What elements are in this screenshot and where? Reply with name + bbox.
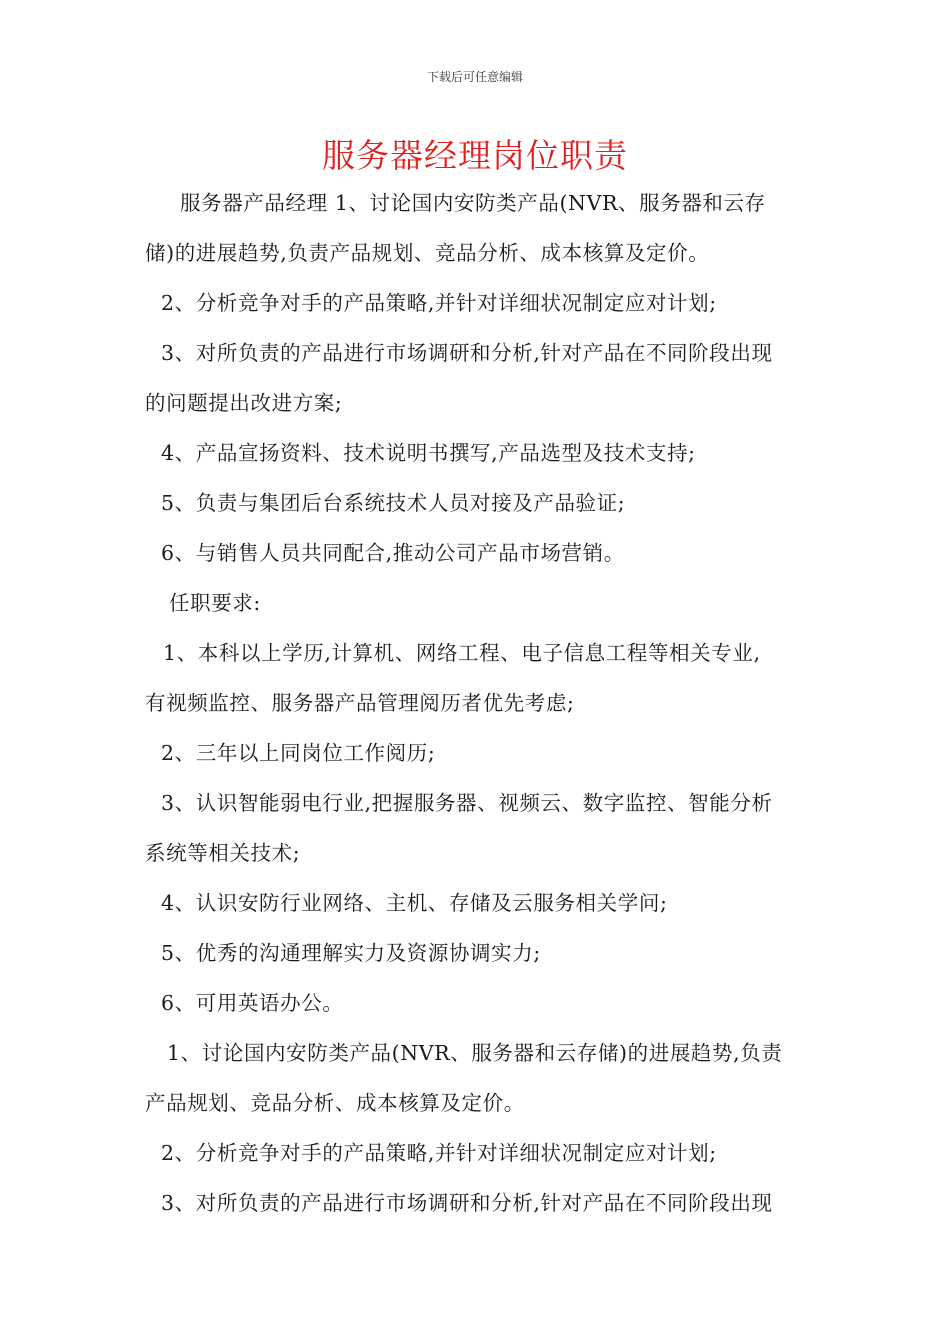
paragraph-line: 2、分析竞争对手的产品策略,并针对详细状况制定应对计划; xyxy=(161,1141,717,1165)
paragraph-line: 有视频监控、服务器产品管理阅历者优先考虑; xyxy=(145,691,575,715)
paragraph-line: 2、分析竞争对手的产品策略,并针对详细状况制定应对计划; xyxy=(161,291,717,315)
paragraph-line: 4、认识安防行业网络、主机、存储及云服务相关学问; xyxy=(161,891,668,915)
header-note: 下载后可任意编辑 xyxy=(426,70,523,84)
paragraph-line: 6、与销售人员共同配合,推动公司产品市场营销。 xyxy=(161,541,625,565)
paragraph-line: 1、本科以上学历,计算机、网络工程、电子信息工程等相关专业, xyxy=(163,641,761,665)
paragraph-line: 5、优秀的沟通理解实力及资源协调实力; xyxy=(161,941,541,965)
paragraph-line: 服务器产品经理 1、讨论国内安防类产品(NVR、服务器和云存 xyxy=(180,191,766,215)
paragraph-line: 6、可用英语办公。 xyxy=(161,991,344,1015)
paragraph-line: 5、负责与集团后台系统技术人员对接及产品验证; xyxy=(161,491,626,515)
paragraph-line: 4、产品宣扬资料、技术说明书撰写,产品选型及技术支持; xyxy=(161,441,696,465)
paragraph-line: 3、对所负责的产品进行市场调研和分析,针对产品在不同阶段出现 xyxy=(161,341,773,365)
paragraph-line: 的问题提出改进方案; xyxy=(145,391,343,415)
paragraph-line: 系统等相关技术; xyxy=(145,841,301,865)
document-body xyxy=(145,178,810,1228)
document-title: 服务器经理岗位职责 xyxy=(322,136,628,175)
paragraph-line: 产品规划、竞品分析、成本核算及定价。 xyxy=(145,1091,525,1115)
section-heading: 任职要求: xyxy=(169,591,261,615)
paragraph-line: 3、认识智能弱电行业,把握服务器、视频云、数字监控、智能分析 xyxy=(161,791,773,815)
paragraph-line: 2、三年以上同岗位工作阅历; xyxy=(161,741,436,765)
paragraph-line: 1、讨论国内安防类产品(NVR、服务器和云存储)的进展趋势,负责 xyxy=(167,1041,783,1065)
paragraph-line: 储)的进展趋势,负责产品规划、竞品分析、成本核算及定价。 xyxy=(145,241,710,265)
paragraph-line: 3、对所负责的产品进行市场调研和分析,针对产品在不同阶段出现 xyxy=(161,1191,773,1215)
